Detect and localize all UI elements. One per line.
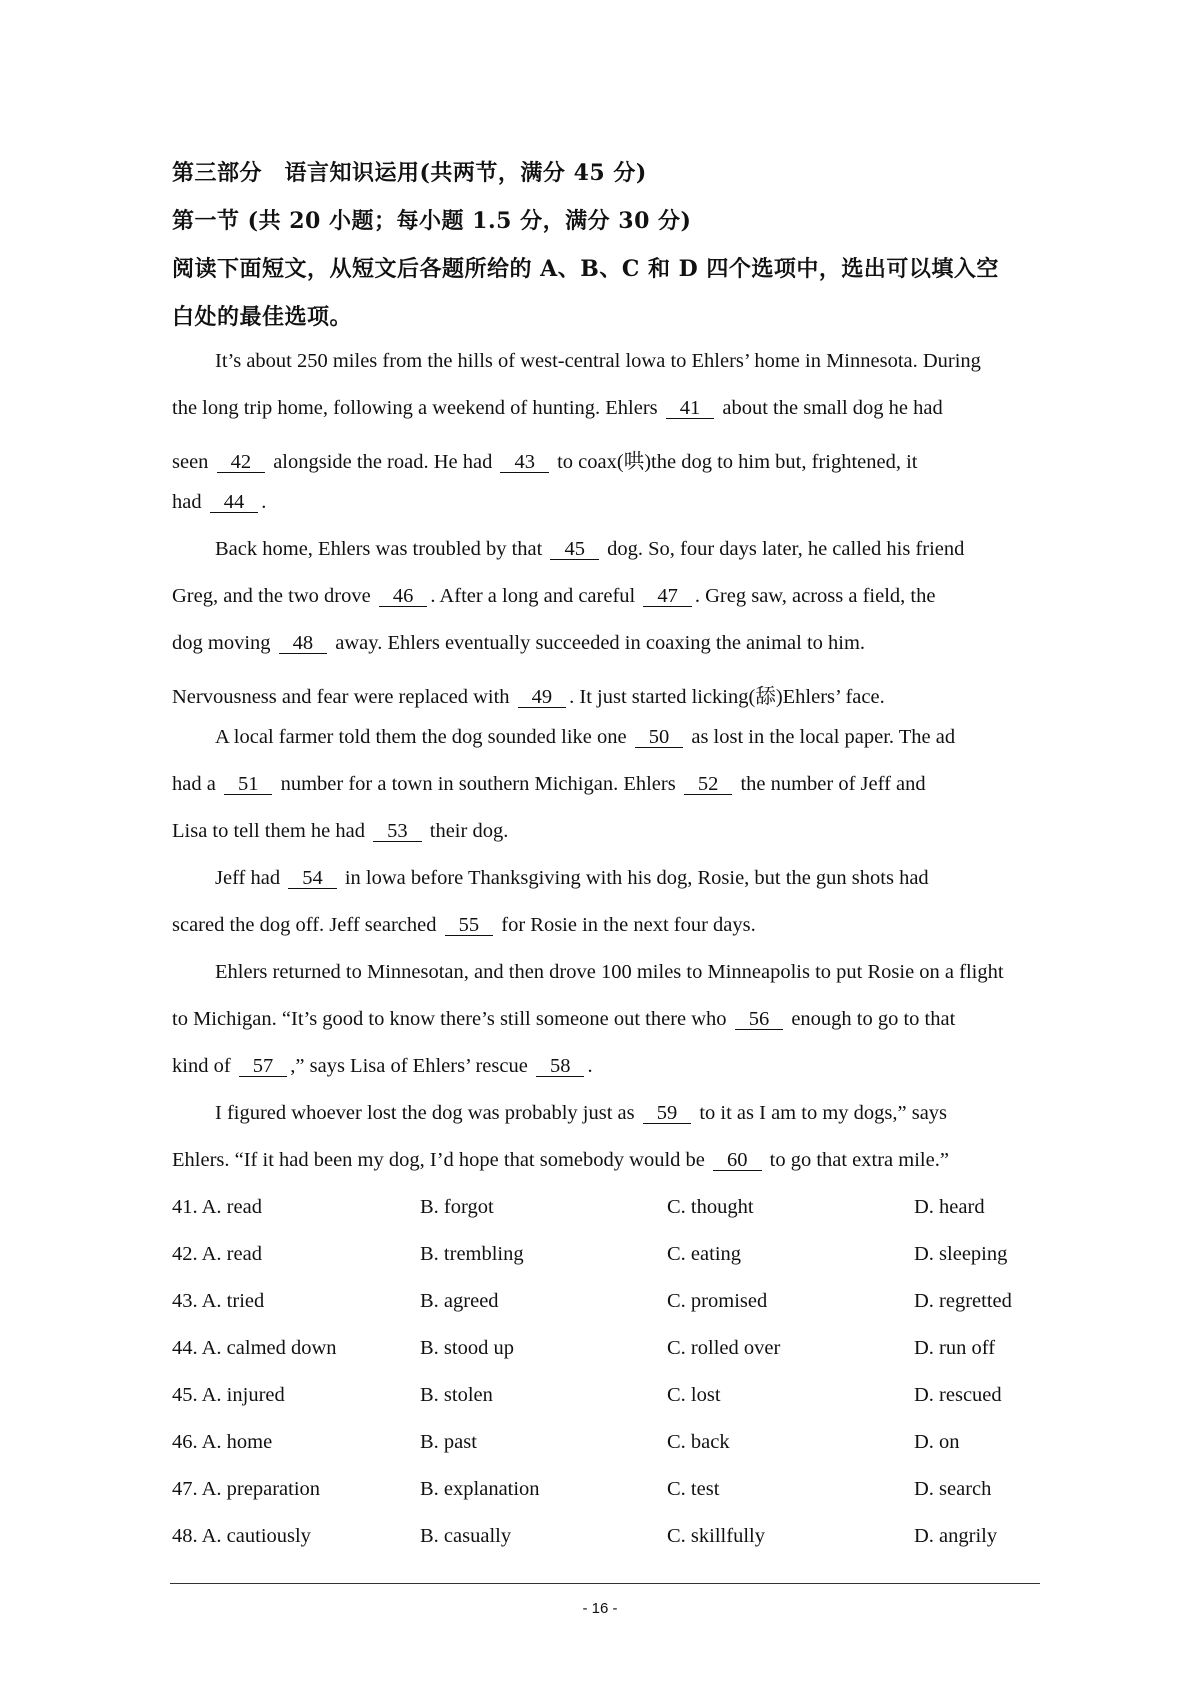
- option-b: B. stood up: [420, 1337, 514, 1359]
- passage-text: the number of Jeff and: [740, 773, 926, 795]
- passage-line: [172, 632, 865, 655]
- passage-line: [172, 1055, 593, 1078]
- passage-text: . After a long and careful: [430, 585, 636, 607]
- passage-line: [215, 726, 955, 749]
- option-c: C. lost: [667, 1384, 721, 1406]
- passage-text: It’s about 250 miles from the hills of west-central lowa to Ehlers’ home in Minnesota. During: [215, 350, 981, 372]
- blank-42: 42: [217, 452, 266, 473]
- blank-44: 44: [210, 492, 259, 513]
- passage-line: [172, 1008, 955, 1031]
- passage-line: [172, 585, 935, 608]
- option-a: 44. A. calmed down: [172, 1337, 337, 1359]
- option-a: 41. A. read: [172, 1196, 262, 1218]
- option-d: D. regretted: [914, 1290, 1012, 1312]
- passage-text: Back home, Ehlers was troubled by that: [215, 538, 543, 560]
- option-b: B. past: [420, 1431, 477, 1453]
- passage-text: to go that extra mile.”: [769, 1149, 949, 1171]
- passage-line: [215, 1102, 947, 1125]
- option-a: 46. A. home: [172, 1431, 273, 1453]
- passage-text: away. Ehlers eventually succeeded in coaxing the animal to him.: [335, 632, 866, 654]
- blank-59: 59: [643, 1103, 692, 1124]
- part-title: 第三部分 语言知识运用(共两节，满分 45 分): [172, 160, 647, 186]
- passage-text: Ehlers. “If it had been my dog, I’d hope that somebody would be: [172, 1149, 705, 1171]
- section-title: 第一节 (共 20 小题；每小题 1.5 分，满分 30 分): [172, 208, 692, 234]
- passage-text: to it as I am to my dogs,” says: [699, 1102, 948, 1124]
- blank-58: 58: [536, 1056, 585, 1077]
- passage-text: kind of: [172, 1055, 231, 1077]
- option-a: 48. A. cautiously: [172, 1525, 311, 1547]
- option-b: B. stolen: [420, 1384, 493, 1406]
- option-d: D. angrily: [914, 1525, 998, 1547]
- passage-text: I figured whoever lost the dog was probably just as: [215, 1102, 635, 1124]
- blank-60: 60: [713, 1150, 762, 1171]
- passage-text: the long trip home, following a weekend of hunting. Ehlers: [172, 397, 658, 419]
- passage-text: Greg, and the two drove: [172, 585, 371, 607]
- option-c: C. skillfully: [667, 1525, 765, 1547]
- passage-text: Nervousness and fear were replaced with: [172, 686, 510, 708]
- passage-text: in lowa before Thanksgiving with his dog, Rosie, but the gun shots had: [344, 867, 929, 889]
- blank-54: 54: [288, 868, 337, 889]
- blank-52: 52: [684, 774, 733, 795]
- passage-text: scared the dog off. Jeff searched: [172, 914, 437, 936]
- passage-text: about the small dog he had: [722, 397, 943, 419]
- blank-43: 43: [500, 452, 549, 473]
- option-b: B. casually: [420, 1525, 512, 1547]
- blank-53: 53: [373, 821, 422, 842]
- option-c: C. back: [667, 1431, 730, 1453]
- passage-text: alongside the road. He had: [273, 451, 493, 473]
- passage-line: [215, 867, 929, 890]
- passage-text: Jeff had: [215, 867, 281, 889]
- option-a: 43. A. tried: [172, 1290, 265, 1312]
- instruction-line-1: 阅读下面短文，从短文后各题所给的 A、B、C 和 D 四个选项中，选出可以填入空: [172, 256, 999, 282]
- blank-50: 50: [635, 727, 684, 748]
- footer-divider: [170, 1583, 1040, 1584]
- option-a: 42. A. read: [172, 1243, 262, 1265]
- passage-text: enough to go to that: [791, 1008, 956, 1030]
- passage-text: number for a town in southern Michigan. Ehlers: [280, 773, 676, 795]
- passage-text: had: [172, 491, 202, 513]
- passage-line: [215, 961, 1004, 984]
- blank-45: 45: [550, 539, 599, 560]
- passage-text: Ehlers returned to Minnesotan, and then drove 100 miles to Minneapolis to put Rosie on a flight: [215, 961, 1004, 983]
- passage-text: dog moving: [172, 632, 271, 654]
- option-c: C. thought: [667, 1196, 754, 1218]
- blank-51: 51: [224, 774, 273, 795]
- blank-48: 48: [279, 633, 328, 654]
- instruction-line-2: 白处的最佳选项。: [172, 304, 353, 330]
- option-b: B. explanation: [420, 1478, 540, 1500]
- option-d: D. search: [914, 1478, 992, 1500]
- passage-line: [172, 773, 926, 796]
- passage-text: dog. So, four days later, he called his friend: [607, 538, 965, 560]
- blank-55: 55: [445, 915, 494, 936]
- passage-text: seen: [172, 451, 209, 473]
- option-c: C. eating: [667, 1243, 742, 1265]
- passage-line: [215, 350, 981, 373]
- blank-56: 56: [735, 1009, 784, 1030]
- option-b: B. forgot: [420, 1196, 494, 1218]
- blank-46: 46: [379, 586, 428, 607]
- passage-line: [172, 491, 266, 514]
- passage-text: for Rosie in the next four days.: [501, 914, 756, 936]
- option-d: D. on: [914, 1431, 960, 1453]
- option-d: D. run off: [914, 1337, 996, 1359]
- passage-text: their dog.: [429, 820, 509, 842]
- option-d: D. sleeping: [914, 1243, 1008, 1265]
- option-c: C. promised: [667, 1290, 768, 1312]
- passage-line: [172, 397, 943, 420]
- passage-text: . It just started licking(舔)Ehlers’ face.: [569, 686, 885, 708]
- option-b: B. trembling: [420, 1243, 524, 1265]
- passage-line: [172, 914, 756, 937]
- option-b: B. agreed: [420, 1290, 499, 1312]
- passage-text: .: [261, 491, 267, 513]
- passage-text: A local farmer told them the dog sounded like one: [215, 726, 627, 748]
- passage-text: . Greg saw, across a field, the: [694, 585, 936, 607]
- passage-line: [172, 1149, 949, 1172]
- passage-text: as lost in the local paper. The ad: [691, 726, 956, 748]
- option-d: D. heard: [914, 1196, 985, 1218]
- page-number: - 16 -: [582, 1600, 618, 1617]
- passage-line: [172, 820, 508, 843]
- blank-49: 49: [518, 687, 567, 708]
- option-a: 45. A. injured: [172, 1384, 285, 1406]
- passage-line: [172, 444, 918, 474]
- blank-57: 57: [239, 1056, 288, 1077]
- passage-text: .: [587, 1055, 593, 1077]
- option-c: C. test: [667, 1478, 720, 1500]
- blank-41: 41: [666, 398, 715, 419]
- passage-text: to coax(哄)the dog to him but, frightened, it: [557, 451, 918, 473]
- passage-text: to Michigan. “It’s good to know there’s still someone out there who: [172, 1008, 727, 1030]
- passage-text: Lisa to tell them he had: [172, 820, 365, 842]
- passage-line: [172, 679, 885, 709]
- passage-line: [215, 538, 964, 561]
- passage-text: had a: [172, 773, 216, 795]
- passage-text: ,” says Lisa of Ehlers’ rescue: [290, 1055, 528, 1077]
- option-d: D. rescued: [914, 1384, 1002, 1406]
- blank-47: 47: [643, 586, 692, 607]
- option-c: C. rolled over: [667, 1337, 781, 1359]
- option-a: 47. A. preparation: [172, 1478, 321, 1500]
